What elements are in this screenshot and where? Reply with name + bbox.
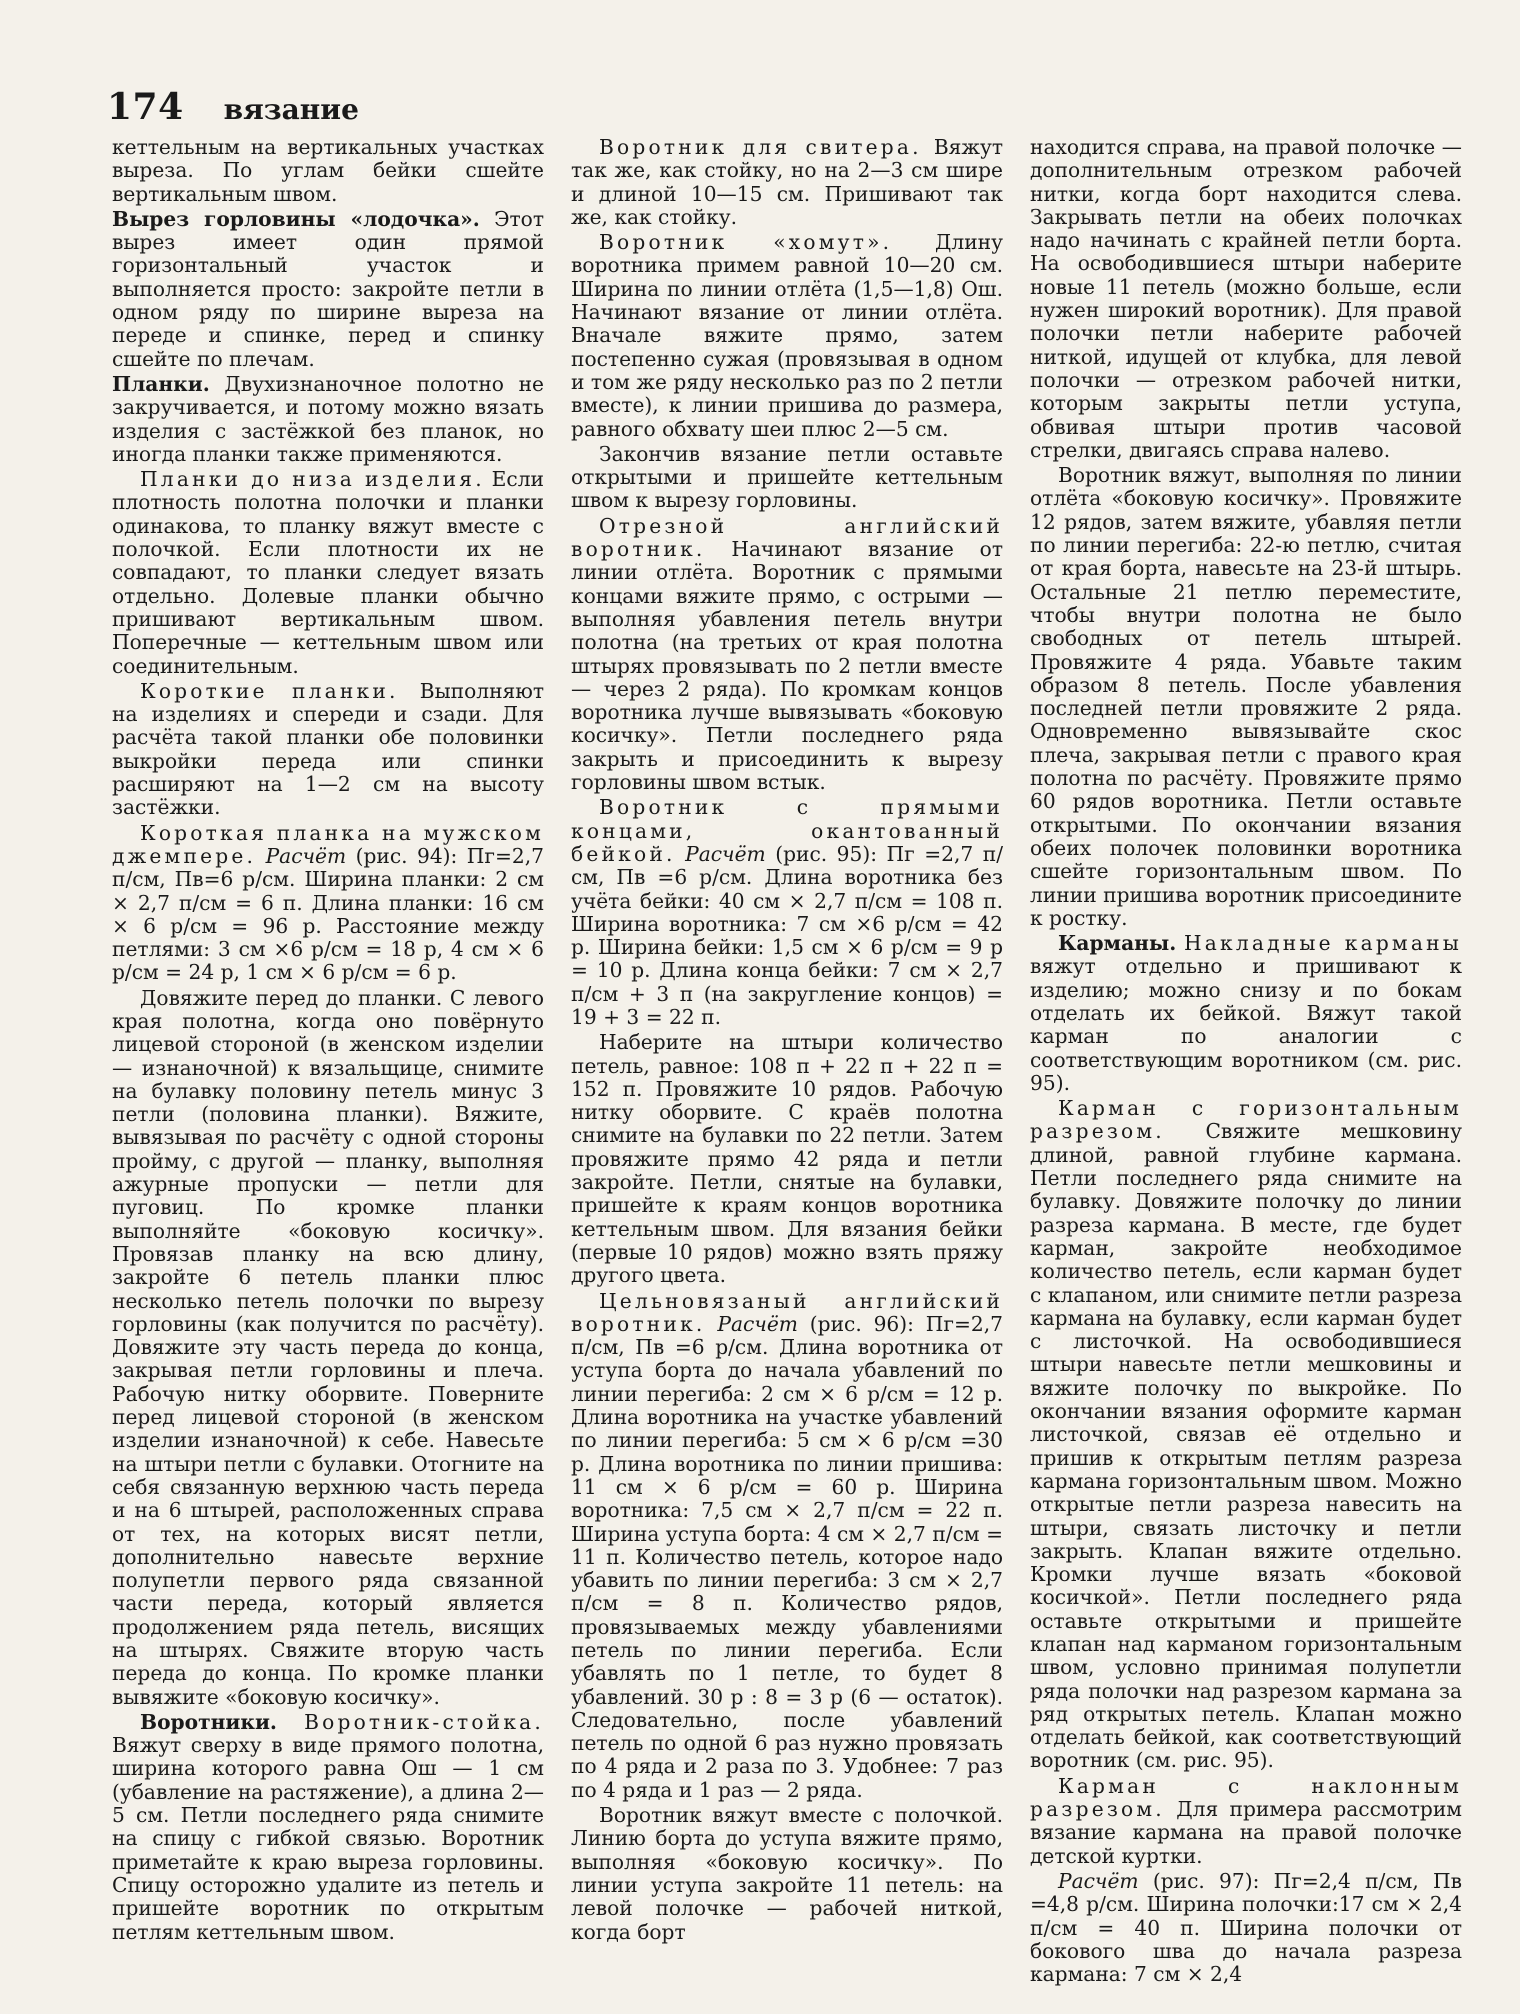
paragraph <box>571 796 1003 1029</box>
text-run <box>256 844 265 868</box>
text-run: (рис. 96): Пг=2,7 п/см, Пв =6 р/см. Длина воротника от уступа борта до начала убавлений по линии перегиба: 2 см × 6 р/см = 12 р. Длина воротника на участке убавлений по линии перегиба: 5 см × 6 р/см =30 р. Длина воротника по линии пришива: 11 см × 6 р/см = 60 р. Ширина воротника: 7,5 см × 2,7 п/см = 22 п. Ширина уступа борта: 4 см × 2,7 п/см = 11 п. Количество петель, которое надо убавить по линии перегиба: 3 см × 2,7 п/см = 8 п. Количество рядов, провязываемых между убавлениями петель по линии перегиба. Если убавлять по 1 петле, то будет 8 убавлений. 30 р : 8 = 3 р (6 — остаток). Следовательно, после убавлений петель по одной 6 раз нужно провязать по 4 ряда и 2 раза по 3. Удобнее: 7 раз по 4 ряда и 1 раз — 2 ряда. <box>571 1311 1003 1802</box>
text-run: Воротник с прямыми концами, окантованный бейкой. <box>571 795 1003 866</box>
text-run: Длину воротника примем равной 10—20 см. Ширина по линии отлёта (1,5—1,8) Ош. Начинают вязание от линии отлёта. Вначале вяжите прямо, затем постепенно сужая (провязывая в одном и том же ряду несколько раз по 2 петли вместе), к линии пришива до размера, равного обхвату шеи плюс 2—5 см. <box>571 230 1003 441</box>
text-run: Карман с наклонным разрезом. <box>1030 1773 1462 1822</box>
text-run: Короткие планки. <box>140 678 399 703</box>
text-run: Свяжите мешковину длиной, равной глубине кармана. Петли последнего ряда снимите на булавку. Довяжите полочку до линии разреза кармана. В месте, где будет карман, закройте необходимое количество петель, если карман будет с клапаном, или снимите петли разреза кармана на булавку, если карман будет с листочкой. На освободившиеся штыри навесьте петли мешковины и вяжите полочку по выкройке. По окончании вязания оформите карман листочкой, связав её отдельно и пришив к открытым петлям разреза кармана горизонтальным швом. Можно открытые петли разреза навесить на штыри, связать листочку и петли закрыть. Клапан вяжите отдельно. Кромки лучше вязать «боковой косичкой». Петли последнего ряда оставьте открытыми и пришейте клапан над карманом горизонтальным швом, условно принимая полупетли ряда полочки над разрезом кармана за ряд открытых петель. Клапан можно отделать бейкой, как соответствующий воротник (см. рис. 95). <box>1030 1119 1462 1773</box>
text-run: (рис. 97): Пг=2,4 п/см, Пв =4,8 р/см. Ширина полочки:17 см × 2,4 п/см = 40 п. Ширина полочки от бокового шва до начала разреза кармана: 7 см × 2,4 <box>1030 1868 1462 1987</box>
text-run: Планки до низа изделия. <box>140 467 485 492</box>
text-run: Расчёт <box>265 843 347 868</box>
paragraph <box>571 1031 1003 1287</box>
text-run: (рис. 94): Пг=2,7 п/см, Пв=6 р/см. Ширина планки: 2 см × 2,7 п/см = 6 п. Длина планки: 16 см × 6 р/см = 96 р. Расстояние между петлями: 3 см ×6 р/см = 18 р, 4 см × 6 р/см = 24 р, 1 см × 6 р/см = 6 р. <box>112 843 544 985</box>
text-run <box>676 842 686 866</box>
paragraph <box>1030 1775 1462 1868</box>
text-run: Для примера рассмотрим вязание кармана на правой полочке детской куртки. <box>1030 1797 1462 1868</box>
text-run: Цельновязаный английский воротник. <box>571 1288 1003 1336</box>
text-run: Довяжите перед до планки. С левого края полотна, когда оно повёрнуто лицевой стороной (в женском изделии — изнаночной) к вязальщице, снимите на булавку половину петель минус 3 петли (половина планки). Вяжите, вывязывая по расчёту с одной стороны пройму, с другой — планку, выполняя ажурные пропуски — петли для пуговиц. По кромке планки выполняйте «боковую косичку». Провязав планку на всю длину, закройте 6 петель планки плюс несколько петель полочки по вырезу горловины (как получится по расчёту). Довяжите эту часть переда до конца, закрывая петли горловины и плеча. Рабочую нитку оборвите. Поверните перед лицевой стороной (в женском изделии изнаночной) к себе. Навесьте на штыри петли с булавки. Отогните на себя связанную верхнюю часть переда и на 6 штырей, расположенных справа от тех, на которых висят петли, дополнительно навесьте верхние полупетли первого ряда связанной части переда, который является продолжением ряда петель, висящих на штырях. Свяжите вторую часть переда до конца. По кромке планки вывяжите «боковую косичку». <box>112 985 544 1709</box>
section-title: вязание <box>223 93 359 126</box>
text-run: Выполняют на изделиях и спереди и сзади. Для расчёта такой планки обе половинки выкройки переда или спинки расширяют на 1—2 см на высоту застёжки. <box>112 678 544 820</box>
text-run: (рис. 95): Пг =2,7 п/см, Пв =6 р/см. Длина воротника без учёта бейки: 40 см × 2,7 п/см = 108 п. Ширина воротника: 7 см ×6 р/см = 42 р. Ширина бейки: 1,5 см × 6 р/см = 9 р = 10 р. Длина конца бейки: 7 см × 2,7 п/см + 3 п (на закругление концов) = 19 + 3 = 22 п. <box>571 841 1003 1029</box>
text-run: Отрезной английский воротник. <box>571 513 1003 562</box>
paragraph <box>571 515 1003 795</box>
text-run: Если плотность полотна полочки и планки одинакова, то планку вяжут вместе с полочкой. Если плотности их не совпадают, то планки следует вязать отдельно. Долевые планки обычно пришивают вертикальным швом. Поперечные — кеттельным швом или соединительным. <box>112 467 544 678</box>
paragraph <box>1030 136 1462 462</box>
text-run: Этот вырез имеет один прямой горизонтальный участок и выполняется просто: закройте петли в одном ряду по ширине выреза на переде и спинке, перед и спинку сшейте по плечам. <box>112 206 544 371</box>
text-run <box>277 1710 304 1734</box>
text-run: Расчёт <box>1058 1868 1139 1893</box>
paragraph <box>112 1711 544 1944</box>
page-number: 174 <box>107 86 184 128</box>
paragraph <box>112 468 544 678</box>
paragraph <box>571 231 1003 441</box>
paragraph <box>571 136 1003 229</box>
paragraph <box>571 1804 1003 1944</box>
text-run: Короткая планка на мужском джемпере. <box>112 820 544 868</box>
text-columns <box>112 136 1462 1996</box>
paragraph <box>1030 1870 1462 1986</box>
text-run: вяжут отдельно и пришивают к изделию; можно снизу и по бокам отделать их бейкой. Вяжут такой карман по аналогии с соответствующим воротником (см. рис. 95). <box>1030 954 1462 1095</box>
text-run: Вяжут сверху в виде прямого полотна, ширина которого равна Ош — 1 см (убавление на растяжение), а длина 2—5 см. Петли последнего ряда снимите на спицу с гибкой связью. Воротник приметайте к краю выреза горловины. Спицу осторожно удалите из петель и пришейте воротник по открытым петлям кеттельным швом. <box>112 1733 544 1944</box>
text-run: Карман с горизонтальным разрезом. <box>1030 1096 1462 1144</box>
text-run: Расчёт <box>685 841 766 866</box>
paragraph <box>571 443 1003 513</box>
text-run: Закончив вязание петли оставьте открытыми и пришейте кеттельным швом к вырезу горловины. <box>571 441 1003 513</box>
text-run: кеттельным на вертикальных участках выреза. По углам бейки сшейте вертикальным швом. <box>112 136 544 206</box>
paragraph <box>112 987 544 1709</box>
paragraph <box>112 373 544 466</box>
column-left <box>112 136 544 1996</box>
paragraph <box>112 822 544 985</box>
text-run: Воротник вяжут вместе с полочкой. Линию борта до уступа вяжите прямо, выполняя «боковую косичку». По линии уступа закройте 11 петель: на левой полочке — рабочей ниткой, когда борт <box>571 1803 1003 1944</box>
text-run <box>1176 931 1184 955</box>
paragraph <box>112 136 544 206</box>
paragraph <box>112 680 544 820</box>
paragraph <box>1030 1097 1462 1773</box>
text-run: Воротник для свитера. <box>599 136 922 159</box>
page-header <box>107 86 359 128</box>
text-run: Карманы. <box>1058 931 1177 956</box>
text-run: Начинают вязание от линии отлёта. Воротник с прямыми концами вяжите прямо, с острыми — выполняя убавления петель внутри полотна (на третьих от края полотна штырях провязывать по 2 петли вместе — через 2 ряда). По кромкам концов воротника лучше вывязывать «боковую косичку». Петли последнего ряда закрыть и присоединить к вырезу горловины швом встык. <box>571 537 1003 795</box>
paragraph <box>1030 464 1462 930</box>
text-run: Воротник «хомут». <box>599 230 893 255</box>
text-run: Вяжут так же, как стойку, но на 2—3 см шире и длиной 10—15 см. Пришивают так же, как стойку. <box>571 136 1003 229</box>
text-run: Воротник вяжут, выполняя по линии отлёта «боковую косичку». Провяжите 12 рядов, затем вяжите, убавляя петли по линии перегиба: 22-ю петлю, считая от края борта, навесьте на 23-й штырь. Остальные 21 петлю переместите, чтобы внутри полотна не было свободных от петель штырей. Провяжите 4 ряда. Убавьте таким образом 8 петель. После убавления последней петли провяжите 2 ряда. Одновременно вывязывайте скос плеча, закрывая петли с правого края полотна по расчёту. Провяжите прямо 60 рядов воротника. Петли оставьте открытыми. По окончании вязания обеих полочек половинки воротника сшейте горизонтальным швом. По линии пришива воротник присоедините к ростку. <box>1030 463 1462 930</box>
paragraph <box>571 1290 1003 1803</box>
text-run: Воротники. <box>140 1709 277 1734</box>
text-run: находится справа, на правой полочке — дополнительным отрезком рабочей нитки, когда борт находится слева. Закрывать петли на обеих полочках надо начинать с крайней петли борта. На освободившиеся штыри наберите новые 11 петель (можно больше, если нужен широкий воротник). Для правой полочки петли наберите рабочей ниткой, идущей от клубка, для левой полочки — отрезком рабочей нитки, которым закрыты петли уступа, обвивая штыри против часовой стрелки, двигаясь справа налево. <box>1030 136 1462 462</box>
paragraph <box>112 208 544 371</box>
text-run: Планки. <box>112 371 210 396</box>
text-run: Вырез горловины «лодочка». <box>112 206 480 231</box>
text-run: Расчёт <box>717 1311 798 1336</box>
text-run: Накладные карманы <box>1183 931 1462 956</box>
text-run: Двухизнаночное полотно не закручивается, и потому можно вязать изделия с застёжкой без планок, но иногда планки также применяются. <box>112 371 544 466</box>
column-right <box>1030 136 1462 1996</box>
text-run: Наберите на штыри количество петель, равное: 108 п + 22 п + 22 п = 152 п. Провяжите 10 рядов. Рабочую нитку оборвите. С краёв полотна снимите на булавки по 22 петли. Затем провяжите прямо 42 ряда и петли закройте. Петли, снятые на булавки, пришейте к краям концов воротника кеттельным швом. Для вязания бейки (первые 10 рядов) можно взять пряжу другого цвета. <box>571 1030 1003 1288</box>
paragraph <box>1030 932 1462 1095</box>
column-middle <box>571 136 1003 1996</box>
text-run <box>706 1312 718 1336</box>
text-run: Воротник-стойка. <box>304 1709 544 1734</box>
